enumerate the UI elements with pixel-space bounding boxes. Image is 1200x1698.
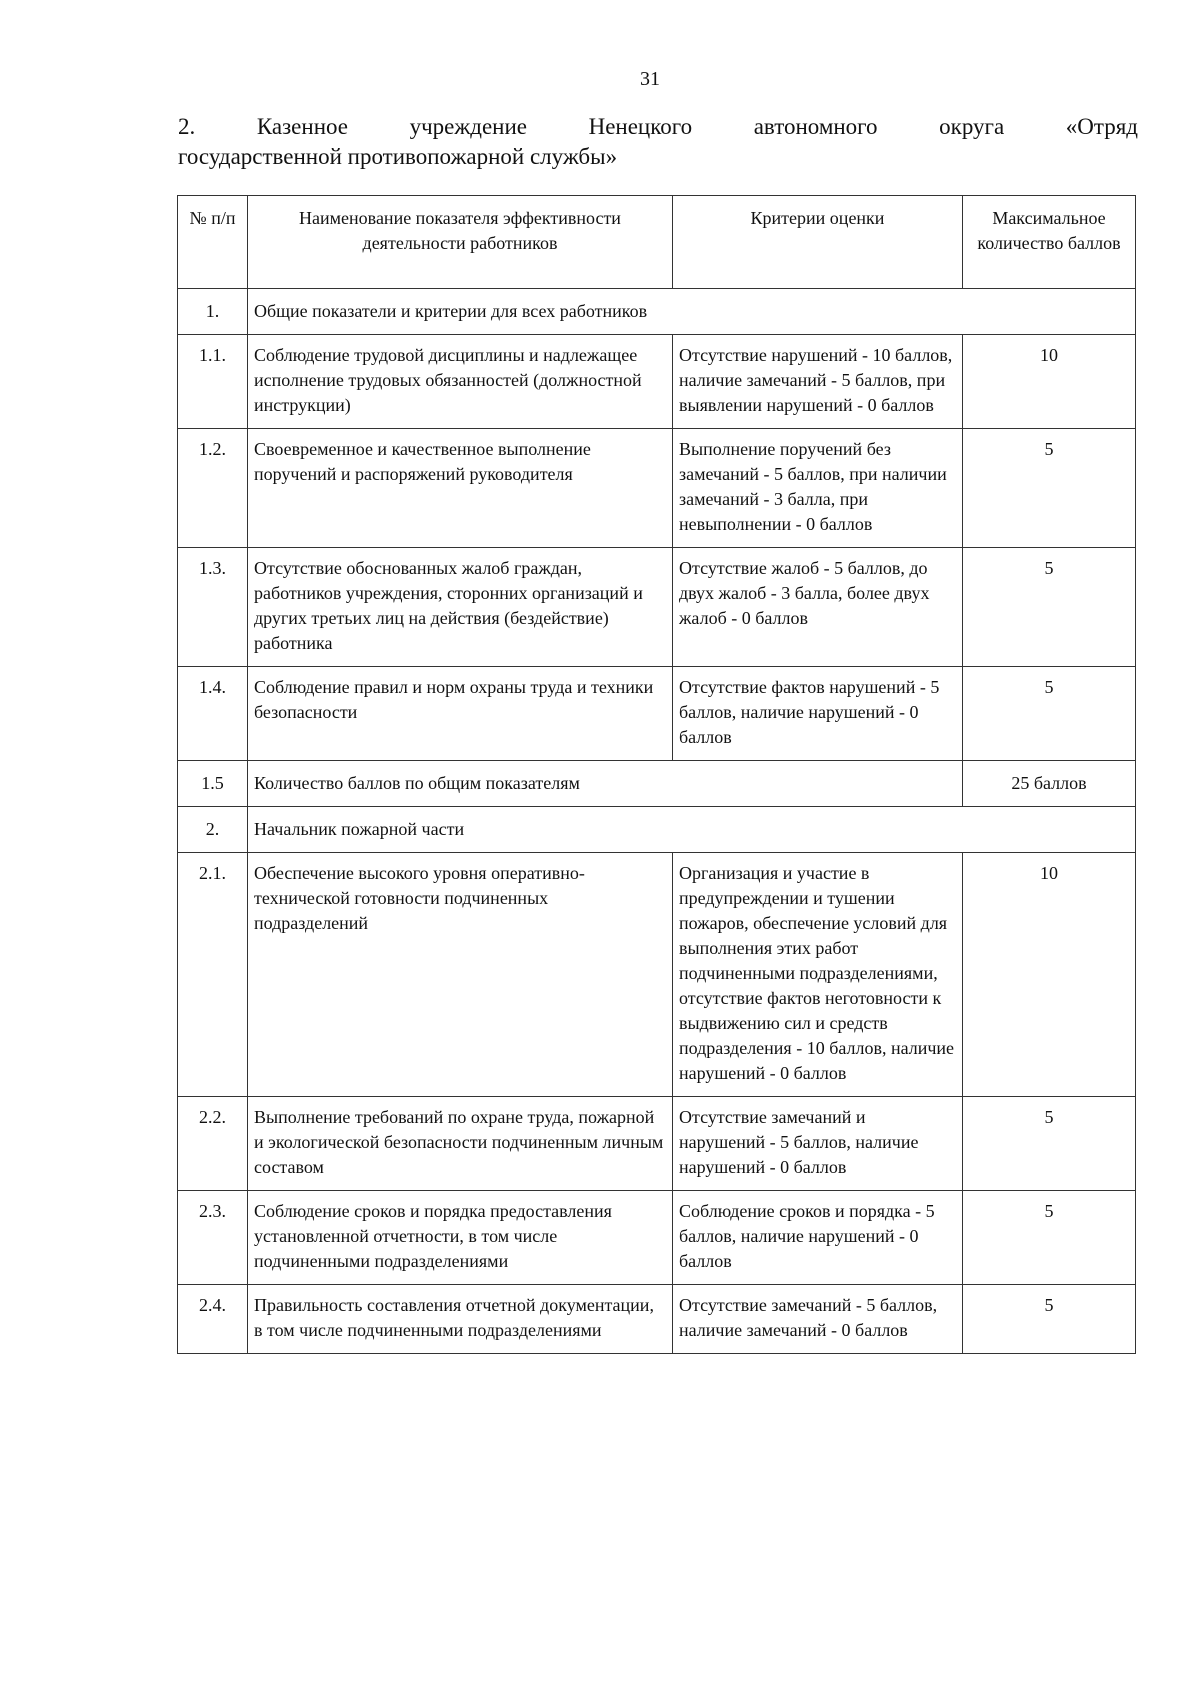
header-criteria: Критерии оценки: [673, 196, 963, 289]
header-num: № п/п: [178, 196, 248, 289]
total-points: 25 баллов: [963, 761, 1136, 807]
row-criteria: Отсутствие замечаний и нарушений - 5 баллов, наличие нарушений - 0 баллов: [673, 1097, 963, 1191]
row-indicator: Правильность составления отчетной документации, в том числе подчиненными подразделениями: [248, 1285, 673, 1354]
row-criteria: Отсутствие нарушений - 10 баллов, наличие замечаний - 5 баллов, при выявлении нарушений - 0 баллов: [673, 335, 963, 429]
header-name: Наименование показателя эффективности деятельности работников: [248, 196, 673, 289]
heading-word: округа: [939, 114, 1005, 139]
row-criteria: Отсутствие фактов нарушений - 5 баллов, наличие нарушений - 0 баллов: [673, 667, 963, 761]
row-num: 2.: [178, 807, 248, 853]
table-row: [178, 1097, 1136, 1191]
row-criteria: Соблюдение сроков и порядка - 5 баллов, наличие нарушений - 0 баллов: [673, 1191, 963, 1285]
table-row: [178, 289, 1136, 335]
heading-word: Ненецкого: [588, 114, 693, 139]
heading-line-2: государственной противопожарной службы»: [178, 144, 618, 169]
row-max-points: 5: [963, 1097, 1136, 1191]
document-heading: [178, 112, 1138, 172]
row-num: 2.4.: [178, 1285, 248, 1354]
section-title: Начальник пожарной части: [248, 807, 1136, 853]
table-row: [178, 667, 1136, 761]
heading-word: «Отряд: [1065, 114, 1138, 139]
page-number: 31: [640, 68, 660, 90]
row-num: 2.3.: [178, 1191, 248, 1285]
total-label: Количество баллов по общим показателям: [248, 761, 963, 807]
heading-word: 2.: [178, 114, 196, 139]
row-criteria: Организация и участие в предупреждении и тушении пожаров, обеспечение условий для выполнения этих работ подчиненными подразделениями, отсутствие фактов неготовности к выдвижению сил и средств подразделения - 10 баллов, наличие нарушений - 0 баллов: [673, 853, 963, 1097]
row-indicator: Обеспечение высокого уровня оперативно-технической готовности подчиненных подразделений: [248, 853, 673, 1097]
heading-word: автономного: [753, 114, 878, 139]
table-row-total: [178, 761, 1136, 807]
row-indicator: Отсутствие обоснованных жалоб граждан, работников учреждения, сторонних организаций и других третьих лиц на действия (бездействие) работника: [248, 548, 673, 667]
row-criteria: Отсутствие замечаний - 5 баллов, наличие замечаний - 0 баллов: [673, 1285, 963, 1354]
row-max-points: 5: [963, 1191, 1136, 1285]
row-num: 2.1.: [178, 853, 248, 1097]
row-criteria: Отсутствие жалоб - 5 баллов, до двух жалоб - 3 балла, более двух жалоб - 0 баллов: [673, 548, 963, 667]
table-row: [178, 1285, 1136, 1354]
row-indicator: Своевременное и качественное выполнение поручений и распоряжений руководителя: [248, 429, 673, 548]
row-indicator: Соблюдение правил и норм охраны труда и техники безопасности: [248, 667, 673, 761]
row-max-points: 5: [963, 1285, 1136, 1354]
row-max-points: 5: [963, 548, 1136, 667]
row-num: 1.: [178, 289, 248, 335]
table-header-row: [178, 196, 1136, 289]
row-num: 1.1.: [178, 335, 248, 429]
performance-criteria-table: [177, 195, 1136, 1354]
table-row: [178, 1191, 1136, 1285]
heading-word: Казенное: [256, 114, 348, 139]
row-max-points: 10: [963, 335, 1136, 429]
header-max: Максимальное количество баллов: [963, 196, 1136, 289]
row-num: 1.5: [178, 761, 248, 807]
row-num: 1.4.: [178, 667, 248, 761]
heading-line-1: [178, 112, 1138, 142]
row-indicator: Соблюдение сроков и порядка предоставления установленной отчетности, в том числе подчиненными подразделениями: [248, 1191, 673, 1285]
row-max-points: 5: [963, 667, 1136, 761]
row-indicator: Соблюдение трудовой дисциплины и надлежащее исполнение трудовых обязанностей (должностной инструкции): [248, 335, 673, 429]
table-row: [178, 429, 1136, 548]
row-num: 1.2.: [178, 429, 248, 548]
row-num: 1.3.: [178, 548, 248, 667]
table-row: [178, 335, 1136, 429]
table-row: [178, 853, 1136, 1097]
table-row: [178, 807, 1136, 853]
row-max-points: 5: [963, 429, 1136, 548]
row-num: 2.2.: [178, 1097, 248, 1191]
row-criteria: Выполнение поручений без замечаний - 5 баллов, при наличии замечаний - 3 балла, при невыполнении - 0 баллов: [673, 429, 963, 548]
row-max-points: 10: [963, 853, 1136, 1097]
table-row: [178, 548, 1136, 667]
heading-word: учреждение: [409, 114, 527, 139]
row-indicator: Выполнение требований по охране труда, пожарной и экологической безопасности подчиненным личным составом: [248, 1097, 673, 1191]
section-title: Общие показатели и критерии для всех работников: [248, 289, 1136, 335]
